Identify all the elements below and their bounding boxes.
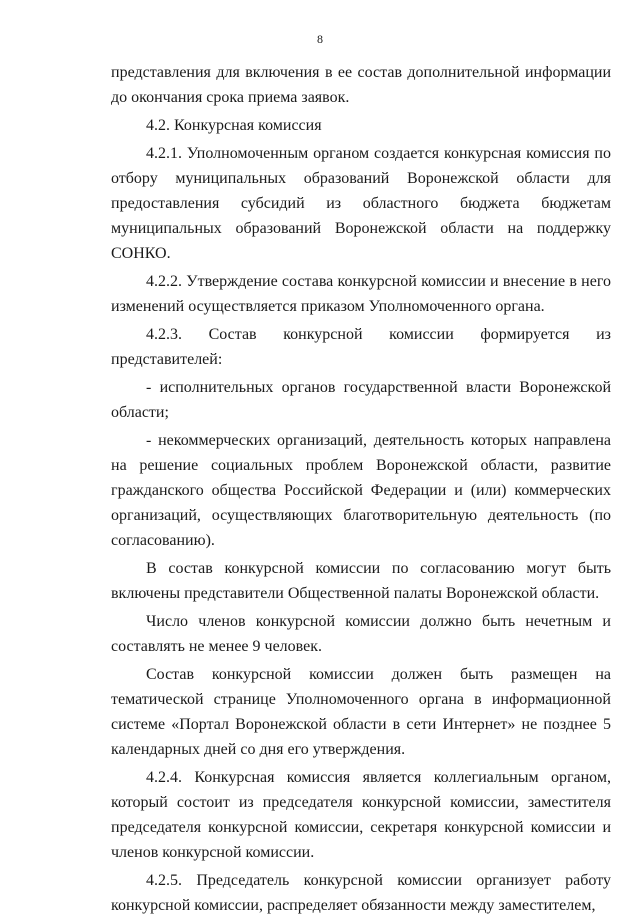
- paragraph-4-2-5: 4.2.5. Председатель конкурсной комиссии организует работу конкурсной комиссии, распределяет обязанности между заместителем,: [111, 872, 611, 914]
- paragraph-member-count: Число членов конкурсной комиссии должно быть нечетным и составлять не менее 9 человек.: [111, 613, 611, 655]
- document-body: [111, 60, 611, 921]
- paragraph-4-2-4: 4.2.4. Конкурсная комиссия является коллегиальным органом, который состоит из председателя конкурсной комиссии, заместителя председателя конкурсной комиссии, секретаря конкурсной комиссии и членов конкурсной комиссии.: [111, 769, 611, 861]
- section-heading-4-2: 4.2. Конкурсная комиссия: [146, 117, 322, 134]
- list-item-executive-bodies: - исполнительных органов государственной власти Воронежской области;: [111, 379, 611, 421]
- page-number: 8: [317, 32, 323, 46]
- list-item-nonprofit-organizations: - некоммерческих организаций, деятельность которых направлена на решение социальных проблем Воронежской области, развитие гражданского общества Российской Федерации и (или) коммерческих организаций, осуществляющих благотворительную деятельность (по согласованию).: [111, 432, 611, 549]
- paragraph-4-2-2: 4.2.2. Утверждение состава конкурсной комиссии и внесение в него изменений осуществляется приказом Уполномоченного органа.: [111, 273, 611, 315]
- paragraph-public-chamber: В состав конкурсной комиссии по согласованию могут быть включены представители Общественной палаты Воронежской области.: [111, 560, 611, 602]
- paragraph-4-2-1: 4.2.1. Уполномоченным органом создается конкурсная комиссия по отбору муниципальных образований Воронежской области для предоставления субсидий из областного бюджета бюджетам муниципальных образований Воронежской области на поддержку СОНКО.: [111, 145, 611, 262]
- paragraph-4-2-3: 4.2.3. Состав конкурсной комиссии формируется из представителей:: [111, 326, 611, 368]
- paragraph-continuation: представления для включения в ее состав дополнительной информации до окончания срока приема заявок.: [111, 64, 611, 106]
- paragraph-publication: Состав конкурсной комиссии должен быть размещен на тематической странице Уполномоченного органа в информационной системе «Портал Воронежской области в сети Интернет» не позднее 5 календарных дней со дня его утверждения.: [111, 666, 611, 758]
